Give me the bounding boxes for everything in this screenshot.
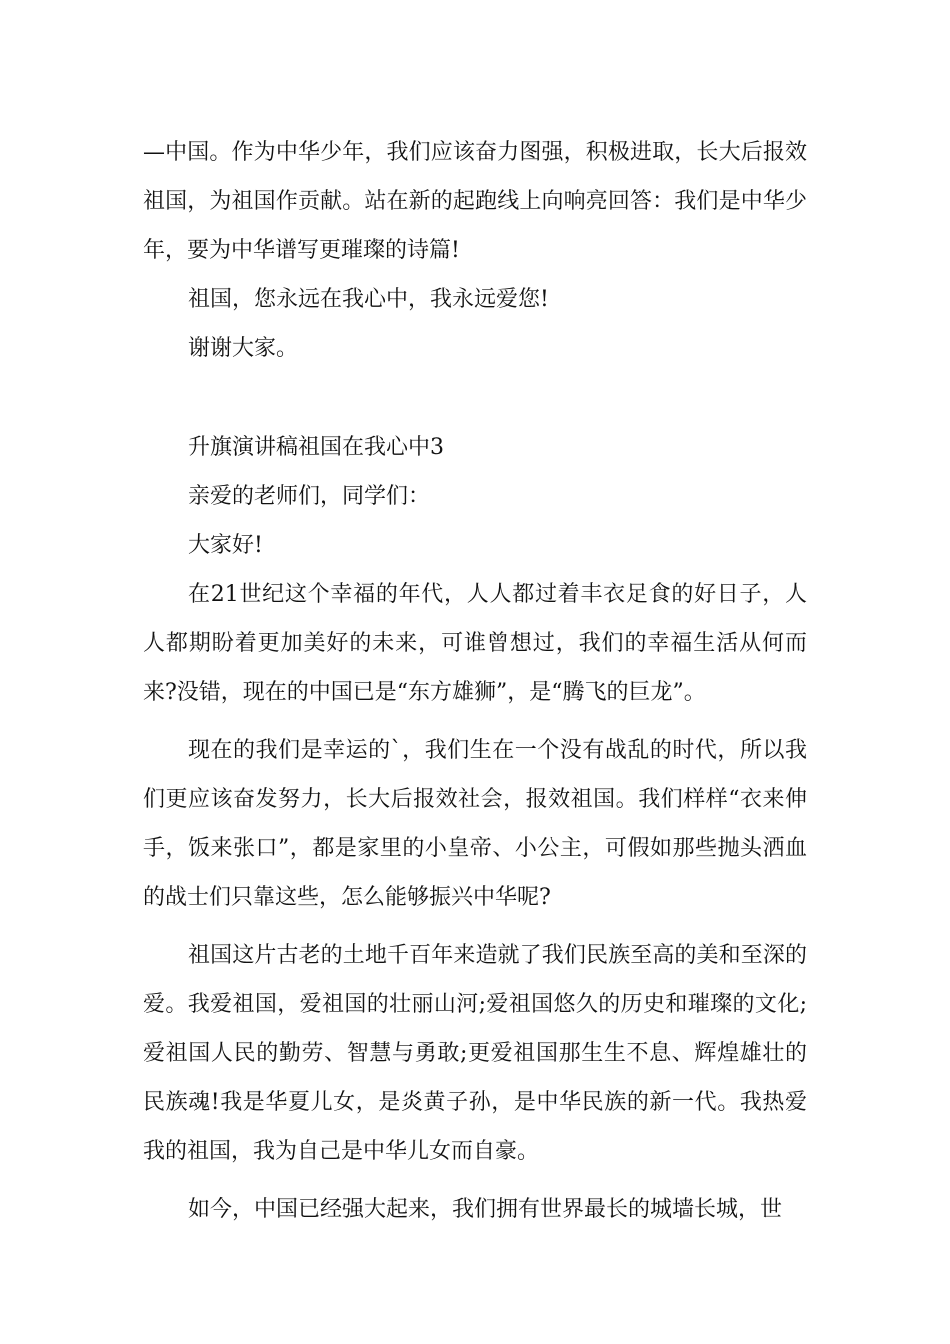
paragraph-happy-era: 在21世纪这个幸福的年代，人人都过着丰衣足食的好日子，人人都期盼着更加美好的未来，可谁曾想过，我们的幸福生活从何而来?没错，现在的中国已是“东方雄狮”，是“腾飞的巨龙”。 [143, 582, 807, 705]
paragraph-love-motherland: 祖国这片古老的土地千百年来造就了我们民族至高的美和至深的爱。我爱祖国，爱祖国的壮丽山河;爱祖国悠久的历史和璀璨的文化;爱祖国人民的勤劳、智慧与勇敢;更爱祖国那生生不息、辉煌雄壮的民族魂!我是华夏儿女，是炎黄子孙，是中华民族的新一代。我热爱我的祖国，我为自己是中华儿女而自豪。 [143, 943, 807, 1164]
paragraph-closing-love: 祖国，您永远在我心中，我永远爱您! [188, 287, 549, 312]
document-body [143, 128, 807, 1234]
paragraph-continuation: —中国。作为中华少年，我们应该奋力图强，积极进取，长大后报效祖国，为祖国作贡献。站在新的起跑线上向响亮回答：我们是中华少年，要为中华谱写更璀璨的诗篇! [143, 140, 807, 263]
section-gap [143, 373, 807, 423]
paragraph-gap [143, 717, 807, 726]
paragraph-thanks: 谢谢大家。 [188, 336, 299, 361]
paragraph-gap [143, 1176, 807, 1185]
section-heading: 升旗演讲稿祖国在我心中3 [188, 435, 444, 460]
paragraph-lucky-generation: 现在的我们是幸运的`，我们生在一个没有战乱的时代，所以我们更应该奋发努力，长大后报效社会，报效祖国。我们样样“衣来伸手，饭来张口”，都是家里的小皇帝、小公主，可假如那些抛头洒血的战士们只靠这些，怎么能够振兴中华呢? [143, 738, 807, 910]
paragraph-strong-china: 如今，中国已经强大起来，我们拥有世界最长的城墙长城，世 [188, 1197, 783, 1222]
paragraph-greeting: 大家好! [188, 533, 263, 558]
paragraph-salutation: 亲爱的老师们，同学们： [188, 484, 431, 509]
paragraph-gap [143, 922, 807, 931]
